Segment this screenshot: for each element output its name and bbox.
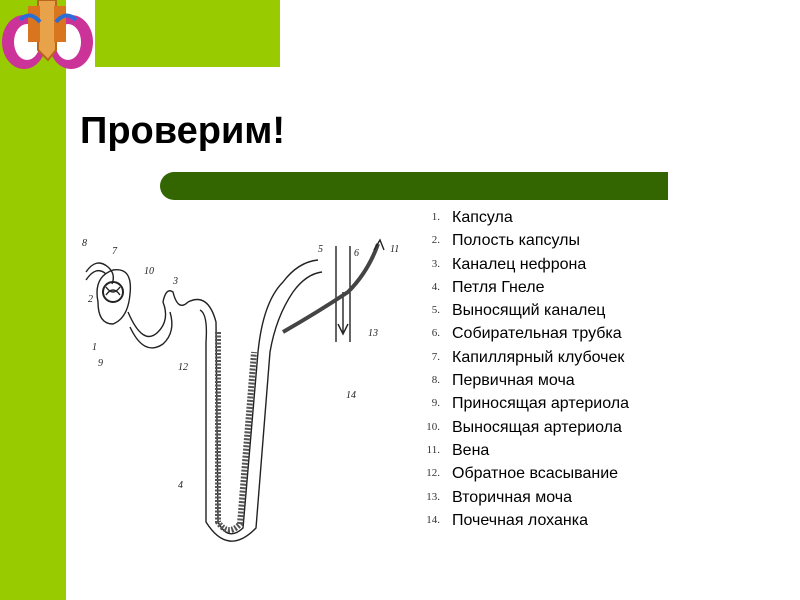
title-divider [160, 172, 668, 200]
diagram-label: 1 [92, 342, 97, 353]
legend-number: 9. [431, 397, 440, 410]
legend-item [410, 206, 629, 229]
legend-text: Петля Гнеле [452, 278, 545, 296]
legend-text: Вторичная моча [452, 488, 572, 506]
diagram-label: 5 [318, 244, 323, 255]
diagram-label: 14 [346, 390, 356, 401]
left-accent-bar [0, 0, 66, 600]
legend-text: Первичная моча [452, 372, 575, 390]
legend-item [410, 253, 629, 276]
diagram-label: 2 [88, 294, 93, 305]
legend-text: Приносящая артериола [452, 395, 630, 413]
diagram-label: 13 [368, 328, 378, 339]
legend-item [410, 439, 629, 462]
legend-text: Вена [452, 441, 490, 459]
kidneys-icon [0, 0, 96, 72]
legend-number: 6. [431, 327, 440, 340]
legend-item [410, 299, 629, 322]
diagram-label: 7 [112, 246, 117, 257]
legend-text: Капиллярный клубочек [452, 348, 625, 366]
legend-number: 3. [431, 257, 440, 270]
legend-list [410, 206, 629, 532]
legend-item [410, 486, 629, 509]
legend-number: 14. [426, 513, 440, 526]
legend-text: Каналец нефрона [452, 255, 587, 273]
legend-item [410, 322, 629, 345]
diagram-label: 11 [390, 244, 400, 255]
legend-item [410, 462, 629, 485]
legend-number: 13. [426, 490, 440, 503]
legend-item [410, 276, 629, 299]
legend-text: Выносящая артериола [452, 418, 622, 436]
nephron-diagram [78, 232, 408, 552]
legend-number: 8. [431, 374, 440, 387]
legend-number: 2. [431, 234, 440, 247]
legend-number: 11. [426, 443, 440, 456]
legend-item [410, 416, 629, 439]
glomerulus-shape [106, 287, 120, 295]
top-accent-block [95, 0, 280, 67]
slide-title: Проверим! [80, 110, 286, 152]
diagram-label: 9 [98, 358, 103, 369]
legend-text: Обратное всасывание [452, 465, 619, 483]
diagram-label: 8 [82, 238, 87, 249]
legend-text: Собирательная трубка [452, 325, 622, 343]
legend-text: Полость капсулы [452, 232, 580, 250]
diagram-label: 3 [173, 276, 178, 287]
diagram-label: 4 [178, 480, 183, 491]
loop-hatch [218, 332, 254, 530]
legend-text: Выносящий каналец [452, 302, 606, 320]
legend-item [410, 509, 629, 532]
legend-item [410, 346, 629, 369]
legend-item [410, 229, 629, 252]
diagram-label: 12 [178, 362, 188, 373]
diagram-label: 10 [144, 266, 154, 277]
legend-number: 1. [431, 211, 440, 223]
legend-number: 4. [431, 280, 440, 293]
legend-number: 10. [426, 420, 440, 433]
legend-number: 5. [431, 304, 440, 317]
legend-item [410, 369, 629, 392]
legend-text: Почечная лоханка [452, 511, 588, 529]
legend-text: Капсула [452, 209, 513, 226]
legend-number: 7. [431, 350, 440, 363]
vein-path [283, 244, 378, 332]
legend-number: 12. [426, 467, 440, 480]
diagram-label: 6 [354, 248, 359, 259]
tubule-path [128, 291, 188, 337]
legend-item [410, 392, 629, 415]
